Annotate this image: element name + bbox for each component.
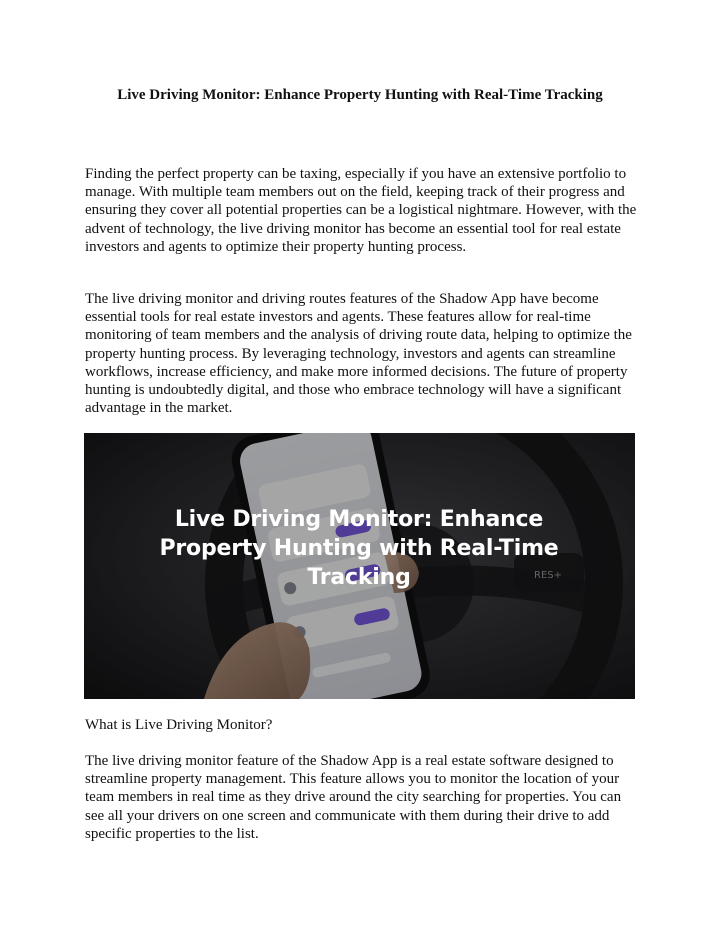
svg-text:RES+: RES+ bbox=[534, 570, 562, 581]
hero-image bbox=[84, 433, 635, 699]
intro-paragraph: Finding the perfect property can be taxing, especially if you have an extensive portfolio to manage. With multiple team members out on the field, keeping track of their progress and ensuring they cover all potential properties can be a logistical nightmare. However, with the advent of technology, the live driving monitor has become an essential tool for real estate investors and agents to optimize their property hunting process. bbox=[85, 166, 637, 255]
definition-paragraph: The live driving monitor feature of the Shadow App is a real estate software designed to streamline property management. This feature allows you to monitor the location of your team members in real time as they drive around the city searching for properties. You can see all your drivers on one screen and communicate with them during their drive to add specific properties to the list. bbox=[85, 753, 622, 842]
hero-overlay-title: Live Driving Monitor: Enhance Property Hunting with Real-Time Tracking bbox=[159, 507, 559, 590]
document-title: Live Driving Monitor: Enhance Property Hunting with Real-Time Tracking bbox=[117, 87, 603, 103]
features-paragraph: The live driving monitor and driving routes features of the Shadow App have become essential tools for real estate investors and agents. These features allow for real-time monitoring of team members and the analysis of driving route data, helping to optimize the property hunting process. By leveraging technology, investors and agents can streamline workflows, increase efficiency, and make more informed decisions. The future of property hunting is undoubtedly digital, and those who embrace technology will have a significant advantage in the market. bbox=[85, 291, 632, 417]
section-heading: What is Live Driving Monitor? bbox=[85, 717, 273, 733]
